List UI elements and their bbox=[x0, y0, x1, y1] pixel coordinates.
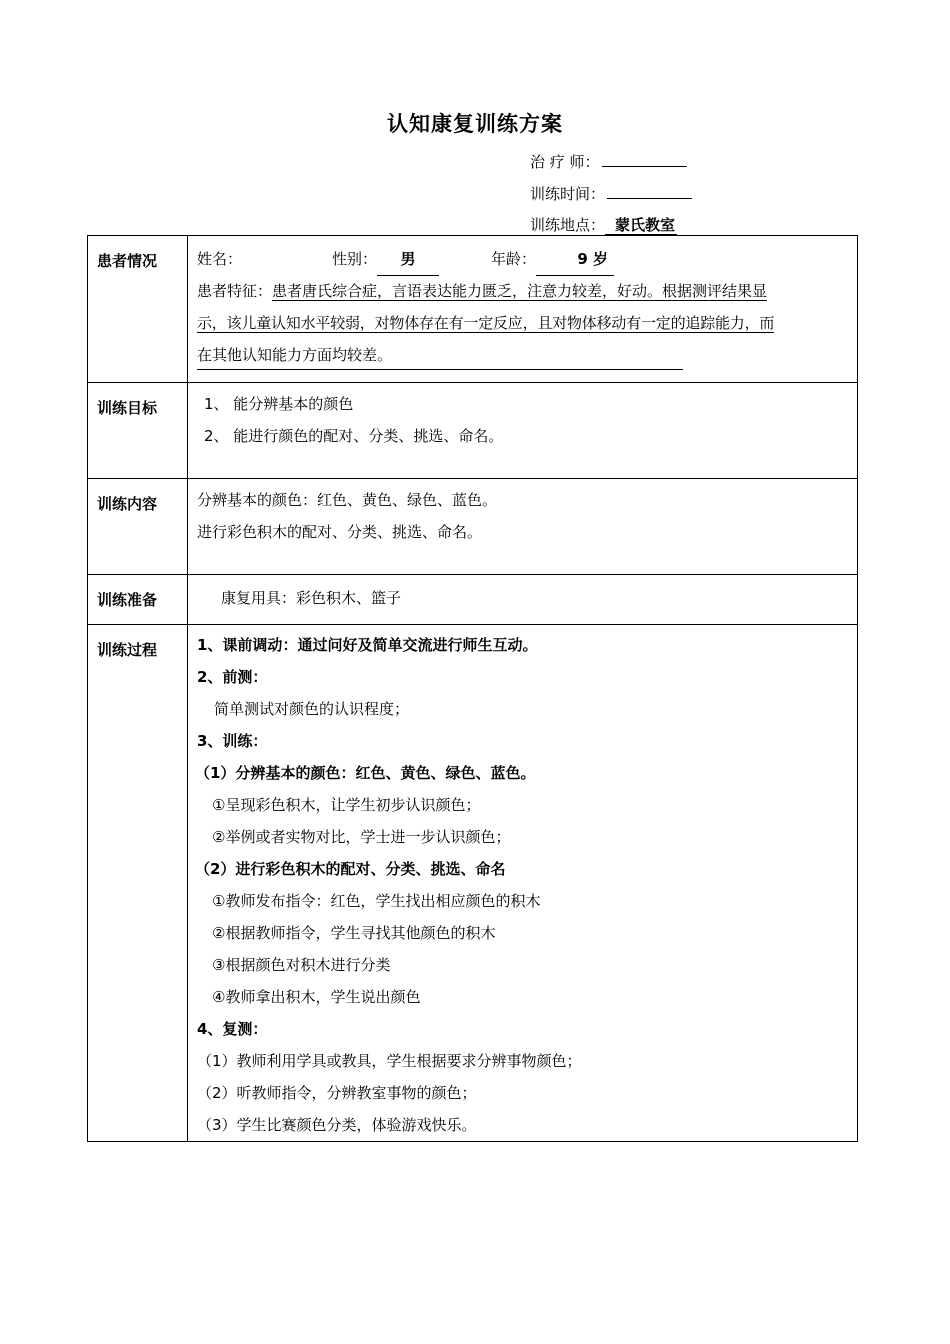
goal-item: 2、 能进行颜色的配对、分类、挑选、命名。 bbox=[204, 427, 504, 445]
gender-value: 男 bbox=[377, 243, 439, 276]
prep-row bbox=[88, 575, 858, 625]
patient-label: 患者情况 bbox=[88, 236, 188, 383]
patient-basic-line bbox=[197, 243, 857, 275]
process-content bbox=[188, 625, 858, 1142]
prep-label: 训练准备 bbox=[88, 575, 188, 625]
process-detail: （3）学生比赛颜色分类，体验游戏快乐。 bbox=[197, 1116, 477, 1134]
process-detail: （1）教师利用学具或教具，学生根据要求分辨事物颜色； bbox=[197, 1052, 582, 1070]
therapist-field[interactable] bbox=[602, 150, 687, 167]
goal-item: 1、 能分辨基本的颜色 bbox=[204, 395, 354, 413]
process-detail: ②举例或者实物对比，学士进一步认识颜色； bbox=[212, 828, 511, 846]
process-detail: ④教师拿出积木，学生说出颜色 bbox=[212, 988, 421, 1006]
process-step: 1、课前调动：通过问好及简单交流进行师生互动。 bbox=[197, 636, 538, 654]
location-row bbox=[530, 214, 677, 236]
patient-content bbox=[188, 236, 858, 383]
process-detail: ②根据教师指令，学生寻找其他颜色的积木 bbox=[212, 924, 496, 942]
process-step: 3、训练： bbox=[197, 732, 268, 750]
content-content bbox=[188, 479, 858, 575]
goals-content bbox=[188, 383, 858, 479]
name-label: 姓名： bbox=[197, 250, 243, 268]
process-detail: （2）听教师指令，分辨教室事物的颜色； bbox=[197, 1084, 477, 1102]
prep-content bbox=[188, 575, 858, 625]
time-label: 训练时间： bbox=[530, 185, 606, 203]
features-line-2 bbox=[197, 307, 857, 339]
process-detail: ①教师发布指令：红色，学生找出相应颜色的积木 bbox=[212, 892, 541, 910]
process-step: 2、前测： bbox=[197, 668, 268, 686]
therapist-label: 治 疗 师： bbox=[530, 153, 600, 171]
time-row bbox=[530, 182, 692, 204]
process-detail: 简单测试对颜色的认识程度； bbox=[214, 700, 410, 718]
process-substep: （2）进行彩色积木的配对、分类、挑选、命名 bbox=[195, 860, 506, 878]
features-line-1 bbox=[197, 275, 857, 307]
features-text-1: 患者唐氏综合症，言语表达能力匮乏，注意力较差，好动。根据测评结果显 bbox=[272, 282, 768, 300]
process-detail: ①呈现彩色积木，让学生初步认识颜色； bbox=[212, 796, 481, 814]
content-label: 训练内容 bbox=[88, 479, 188, 575]
prep-text: 康复用具：彩色积木、篮子 bbox=[221, 589, 402, 607]
goals-row bbox=[88, 383, 858, 479]
features-text-3: 在其他认知能力方面均较差。 bbox=[197, 341, 683, 370]
therapist-row bbox=[530, 150, 687, 172]
age-value: 9 岁 bbox=[536, 243, 614, 276]
process-step: 4、复测： bbox=[197, 1020, 268, 1038]
patient-row bbox=[88, 236, 858, 383]
process-label: 训练过程 bbox=[88, 625, 188, 1142]
location-value: 蒙氏教室 bbox=[605, 216, 677, 235]
page-title: 认知康复训练方案 bbox=[387, 112, 563, 136]
process-detail: ③根据颜色对积木进行分类 bbox=[212, 956, 391, 974]
features-label: 患者特征： bbox=[197, 282, 273, 300]
content-item: 进行彩色积木的配对、分类、挑选、命名。 bbox=[197, 523, 483, 541]
plan-table bbox=[87, 235, 858, 1142]
process-substep: （1）分辨基本的颜色：红色、黄色、绿色、蓝色。 bbox=[195, 764, 536, 782]
gender-label: 性别： bbox=[332, 250, 378, 268]
features-line-3 bbox=[197, 339, 857, 371]
process-row bbox=[88, 625, 858, 1142]
features-text-2: 示，该儿童认知水平较弱，对物体存在有一定反应，且对物体移动有一定的追踪能力，而 bbox=[197, 314, 775, 332]
content-item: 分辨基本的颜色：红色、黄色、绿色、蓝色。 bbox=[197, 491, 498, 509]
time-field[interactable] bbox=[607, 182, 692, 199]
goals-label: 训练目标 bbox=[88, 383, 188, 479]
content-row bbox=[88, 479, 858, 575]
location-label: 训练地点： bbox=[530, 216, 606, 234]
age-label: 年龄： bbox=[491, 250, 537, 268]
